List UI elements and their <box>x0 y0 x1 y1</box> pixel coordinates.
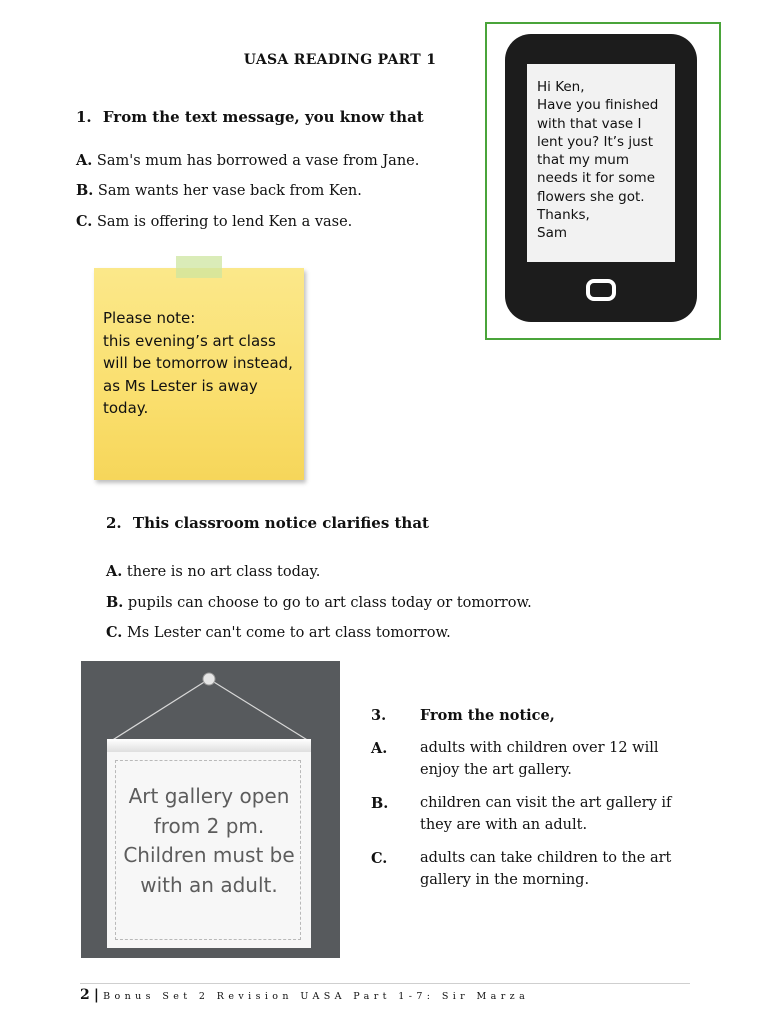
option-text: Sam is offering to lend Ken a vase. <box>96 214 353 230</box>
option-letter: C. <box>76 213 93 230</box>
question-number: 2. <box>106 514 122 532</box>
option-a <box>76 152 419 169</box>
option-letter: A. <box>106 563 123 580</box>
text-message: Hi Ken, Have you finished with that vase I lent you? It’s just that my mum needs it for some flowers she got. Thanks, Sam <box>537 79 659 242</box>
option-a <box>106 563 320 580</box>
option-c <box>76 213 352 230</box>
page-title: UASA READING PART 1 <box>243 52 437 68</box>
question-text: From the notice, <box>420 707 555 724</box>
question-2 <box>106 514 429 532</box>
option-letter: A. <box>371 740 388 757</box>
question-number: 3. <box>371 707 387 724</box>
footer-separator: | <box>93 987 99 1003</box>
option-letter: A. <box>76 152 93 169</box>
question-text: From the text message, you know that <box>102 108 424 126</box>
page-footer <box>80 987 529 1003</box>
gallery-notice-text: Art gallery open from 2 pm. Children must be with an adult. <box>123 784 295 897</box>
question-number: 1. <box>76 108 92 126</box>
tape-icon <box>176 256 222 278</box>
option-b-line-2: they are with an adult. <box>420 817 588 833</box>
option-text: Sam's mum has borrowed a vase from Jane. <box>96 153 420 169</box>
option-c-line-2: gallery in the morning. <box>420 872 590 888</box>
option-c-line-1: adults can take children to the art <box>420 850 672 866</box>
option-b <box>76 182 362 199</box>
option-a-line-1: adults with children over 12 will <box>420 740 659 756</box>
option-b-line-1: children can visit the art gallery if <box>420 795 672 811</box>
option-text: Sam wants her vase back from Ken. <box>97 183 362 199</box>
option-b <box>106 594 532 611</box>
footer-text: Bonus Set 2 Revision UASA Part 1-7: Sir Marza <box>103 991 530 1002</box>
page-number: 2 <box>80 987 90 1003</box>
option-letter: C. <box>106 624 123 641</box>
option-a-line-2: enjoy the art gallery. <box>420 762 572 778</box>
option-letter: C. <box>371 850 388 867</box>
home-button-icon <box>586 279 616 301</box>
question-1 <box>76 108 424 126</box>
question-text: This classroom notice clarifies that <box>132 514 429 532</box>
option-letter: B. <box>371 795 389 812</box>
option-letter: B. <box>76 182 94 199</box>
option-c <box>106 624 451 641</box>
sticky-note-text: Please note: this evening’s art class will be tomorrow instead, as Ms Lester is away today. <box>103 309 293 417</box>
footer-divider <box>80 983 690 984</box>
option-letter: B. <box>106 594 124 611</box>
option-text: Ms Lester can't come to art class tomorrow. <box>126 625 451 641</box>
option-text: there is no art class today. <box>126 564 321 580</box>
question-3 <box>371 707 386 724</box>
option-text: pupils can choose to go to art class today or tomorrow. <box>127 595 532 611</box>
